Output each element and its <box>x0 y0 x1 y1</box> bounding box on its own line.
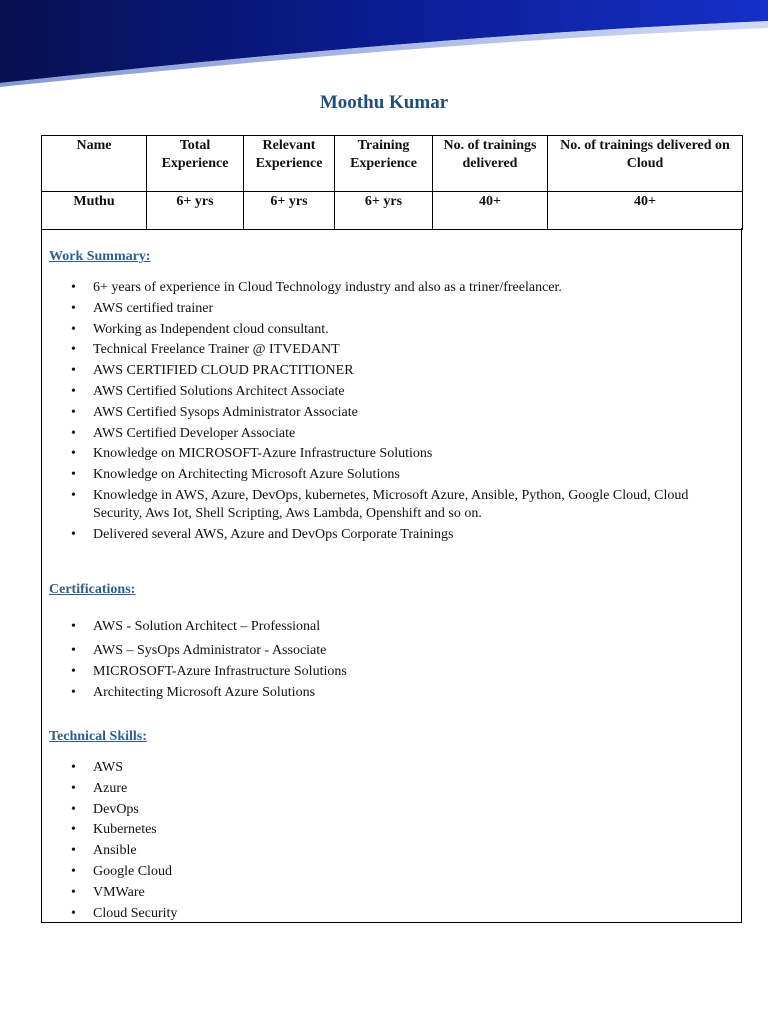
table-cell: 6+ yrs <box>244 192 335 230</box>
work-summary-list <box>42 279 732 547</box>
list-item: • AWS <box>42 759 732 777</box>
table-cell: 6+ yrs <box>335 192 433 230</box>
list-item: • Kubernetes <box>42 821 732 839</box>
list-item: • Working as Independent cloud consultant. <box>42 321 732 339</box>
list-item: • AWS Certified Developer Associate <box>42 425 732 443</box>
list-item: • AWS Certified Solutions Architect Associate <box>42 383 732 401</box>
list-item: • VMWare <box>42 884 732 902</box>
technical-skills-heading: Technical Skills: <box>49 729 147 744</box>
list-item: • AWS certified trainer <box>42 300 732 318</box>
resume-content-box <box>41 228 742 923</box>
list-item: • 6+ years of experience in Cloud Technology industry and also as a triner/freelancer. <box>42 279 732 297</box>
table-header-cell: No. of trainings delivered <box>433 136 548 192</box>
table-row <box>42 192 743 230</box>
table-cell: 6+ yrs <box>147 192 244 230</box>
list-item: • Knowledge on MICROSOFT-Azure Infrastructure Solutions <box>42 445 732 463</box>
list-item: • AWS CERTIFIED CLOUD PRACTITIONER <box>42 362 732 380</box>
list-item: • Delivered several AWS, Azure and DevOps Corporate Trainings <box>42 526 732 544</box>
certifications-list <box>42 618 732 704</box>
list-item: • Cloud Security <box>42 905 732 923</box>
table-cell: Muthu <box>42 192 147 230</box>
technical-skills-list <box>42 759 732 925</box>
list-item: • MICROSOFT-Azure Infrastructure Solutions <box>42 663 732 681</box>
list-item: • Knowledge on Architecting Microsoft Azure Solutions <box>42 466 732 484</box>
certifications-heading: Certifications: <box>49 582 136 597</box>
list-item: • Knowledge in AWS, Azure, DevOps, kubernetes, Microsoft Azure, Ansible, Python, Google Cloud, Cloud Security, Aws Iot, Shell Scripting, Aws Lambda, Openshift and so on. <box>42 487 732 523</box>
list-item: • Technical Freelance Trainer @ ITVEDANT <box>42 341 732 359</box>
list-item: • Ansible <box>42 842 732 860</box>
list-item: • AWS Certified Sysops Administrator Associate <box>42 404 732 422</box>
list-item: • Architecting Microsoft Azure Solutions <box>42 684 732 702</box>
experience-summary-table <box>41 135 743 230</box>
table-header-cell: Name <box>42 136 147 192</box>
list-item: • Azure <box>42 780 732 798</box>
work-summary-heading: Work Summary: <box>49 249 151 264</box>
header-swoosh-banner <box>0 0 768 92</box>
list-item: • DevOps <box>42 801 732 819</box>
list-item: • AWS – SysOps Administrator - Associate <box>42 642 732 660</box>
table-cell: 40+ <box>548 192 743 230</box>
list-item: • Google Cloud <box>42 863 732 881</box>
resume-name-title: Moothu Kumar <box>319 92 449 113</box>
table-header-row <box>42 136 743 192</box>
table-header-cell: Relevant Experience <box>244 136 335 192</box>
table-header-cell: Total Experience <box>147 136 244 192</box>
list-item: • AWS - Solution Architect – Professional <box>42 618 732 636</box>
table-header-cell: No. of trainings delivered on Cloud <box>548 136 743 192</box>
table-header-cell: Training Experience <box>335 136 433 192</box>
table-cell: 40+ <box>433 192 548 230</box>
